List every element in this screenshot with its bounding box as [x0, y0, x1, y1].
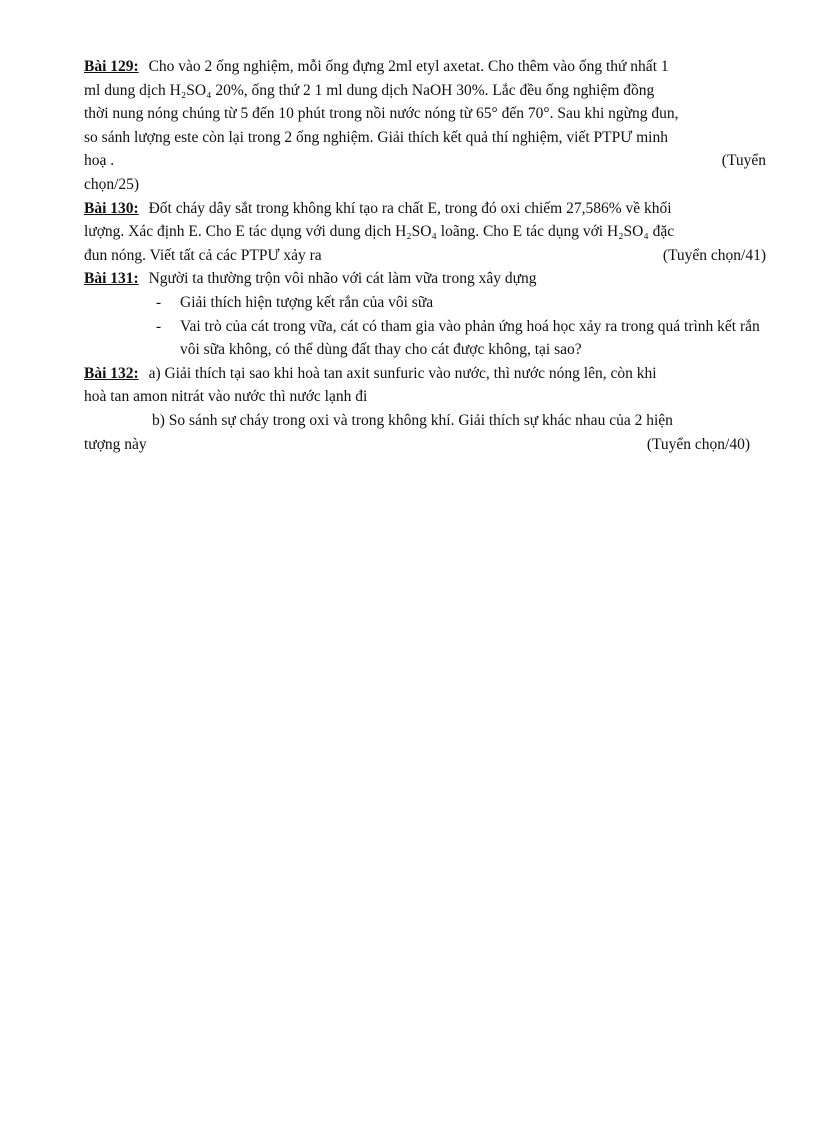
list-item	[84, 291, 766, 315]
problem-text-line: hoạ .	[84, 152, 115, 170]
problem-list	[84, 291, 766, 362]
dash-bullet: -	[156, 317, 162, 335]
problem-130	[84, 197, 766, 268]
problem-text-line: ml dung dịch H₂SO₄ 20%, ống thứ 2 1 ml dung dịch NaOH 30%. Lắc đều ống nghiệm đồng	[84, 81, 655, 99]
problem-text-line: a) Giải thích tại sao khi hoà tan axit sunfuric vào nước, thì nước nóng lên, còn khi	[148, 364, 657, 382]
document-page	[84, 55, 766, 456]
problem-text-line: hoà tan amon nitrát vào nước thì nước lạnh đi	[84, 388, 368, 406]
problem-text-line: Đốt cháy dây sắt trong không khí tạo ra chất E, trong đó oxi chiếm 27,586% về khối	[148, 199, 672, 217]
problem-title: Bài 131:	[84, 270, 139, 288]
list-item-text: Giải thích hiện tượng kết rắn của vôi sữa	[180, 293, 434, 311]
problem-text-line: thời nung nóng chúng từ 5 đến 10 phút trong nồi nước nóng từ 65° đến 70°. Sau khi ngừng đun,	[84, 105, 679, 123]
reference-label: chọn/25)	[84, 175, 140, 193]
reference-label: (Tuyển chọn/40)	[646, 435, 750, 453]
problem-title: Bài 129:	[84, 58, 139, 75]
dash-bullet: -	[156, 293, 162, 311]
problem-129	[84, 55, 766, 197]
reference-label: (Tuyển chọn/41)	[662, 246, 766, 264]
problem-text-line: b) So sánh sự cháy trong oxi và trong không khí. Giải thích sự khác nhau của 2 hiện	[152, 411, 673, 429]
problem-text-line: Cho vào 2 ống nghiệm, mỗi ống đựng 2ml etyl axetat. Cho thêm vào ống thứ nhất 1	[148, 58, 669, 75]
problem-title: Bài 132:	[84, 364, 139, 382]
problem-title: Bài 130:	[84, 199, 139, 217]
problem-text-line: so sánh lượng este còn lại trong 2 ống nghiệm. Giải thích kết quả thí nghiệm, viết PTPƯ minh	[84, 128, 668, 146]
problem-text-line: tượng này	[84, 435, 147, 453]
problem-132	[84, 362, 766, 456]
list-item	[84, 315, 766, 362]
problem-intro: Người ta thường trộn vôi nhão với cát làm vữa trong xây dựng	[148, 270, 537, 288]
problem-text-line: đun nóng. Viết tất cả các PTPƯ xảy ra	[84, 246, 322, 264]
problem-131	[84, 267, 766, 361]
list-item-text: Vai trò của cát trong vữa, cát có tham gia vào phản ứng hoá học xảy ra trong quá trình kết rắn vôi sữa không, có thể dùng đất thay cho cát được không, tại sao?	[180, 317, 760, 359]
reference-label: (Tuyển	[721, 152, 766, 170]
problem-text-line: lượng. Xác định E. Cho E tác dụng với dung dịch H₂SO₄ loãng. Cho E tác dụng với H₂SO₄ đặc	[84, 223, 675, 241]
